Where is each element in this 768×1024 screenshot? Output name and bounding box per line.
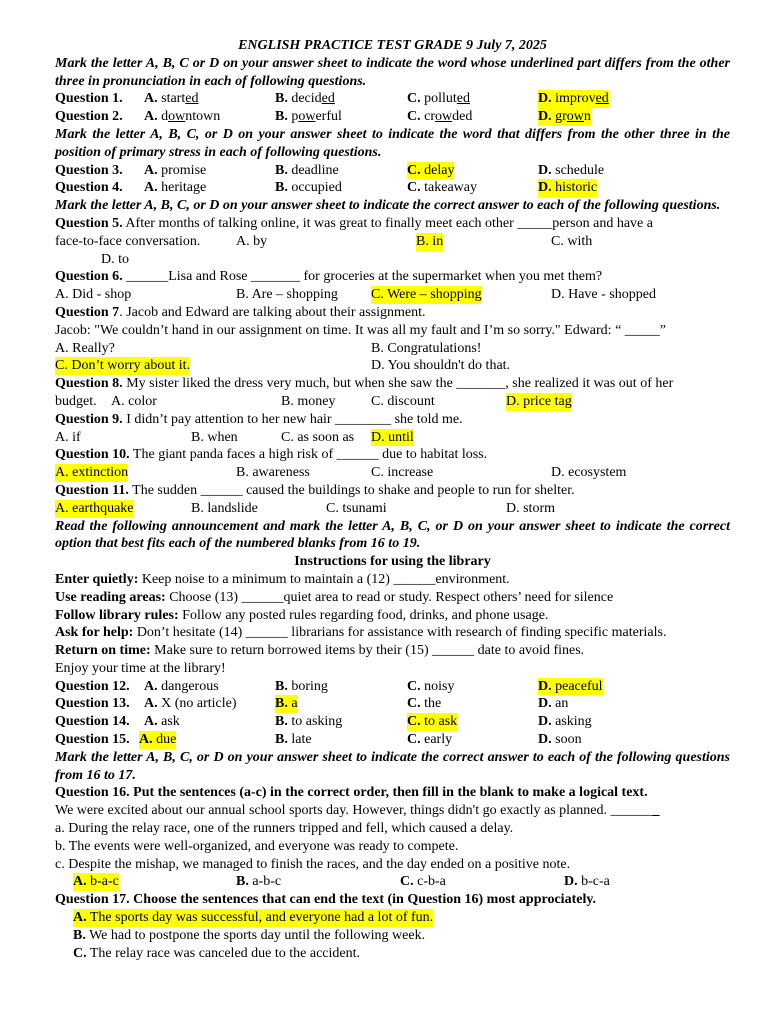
option-b: B. Are – shopping <box>236 287 338 303</box>
option-b: B. to asking <box>275 714 343 730</box>
question-label: Question 15. <box>55 732 130 748</box>
option-d-answer: D. until <box>371 429 414 445</box>
notice-rule-5: Return on time: Make sure to return borrowed items by their (15) ______ date to avoid fines. <box>55 643 585 659</box>
instruction-stress: Mark the letter A, B, C, or D on your answer sheet to indicate the word that differs from the other three in the position of primary stress in each of following questions. <box>55 126 730 160</box>
option-c-answer: C. Don’t worry about it. <box>55 358 191 374</box>
question-17: Question 17. Choose the sentences that can end the text (in Question 16) most approciately. <box>55 892 597 908</box>
question-17-option-b <box>55 927 730 945</box>
option-d: D. ecosystem <box>551 465 627 481</box>
option-a-answer: A. b-a-c <box>73 874 119 890</box>
notice-heading: Instructions for using the library <box>294 554 491 570</box>
option-c-answer: C. delay <box>407 162 455 178</box>
question-9-options <box>55 429 730 447</box>
notice-rule-4: Ask for help: Don’t hesitate (14) ______ librarians for assistance with research of finding specific materials. <box>55 625 667 641</box>
instruction-pronunciation: Mark the letter A, B, C or D on your answer sheet to indicate the word whose underlined part differs from the other three in pronunciation in each of following questions. <box>55 55 730 89</box>
question-5-options: face-to-face conversation. A. by B. in C. with <box>55 233 593 249</box>
question-15 <box>55 731 730 749</box>
instruction-announcement: Read the following announcement and mark the letter A, B, C, or D on your answer sheet to indicate the correct option that best fits each of the numbered blanks from 16 to 19. <box>55 518 730 552</box>
option-b: B. a-b-c <box>236 874 282 890</box>
option-c-answer: C. to ask <box>407 714 458 730</box>
notice-closing: Enjoy your time at the library! <box>55 660 226 676</box>
question-label: Question 3. <box>55 162 123 178</box>
option-a: A. dangerous <box>144 678 219 694</box>
question-16: Question 16. Put the sentences (a-c) in the correct order, then fill in the blank to make a logical text. <box>55 785 648 801</box>
question-label: Question 4. <box>55 180 123 196</box>
option-c: C. early <box>407 732 453 748</box>
option-c: C. crowded <box>407 109 473 125</box>
question-10-options <box>55 464 730 482</box>
option-a: A. Did - shop <box>55 287 132 303</box>
question-17-option-c <box>55 945 730 963</box>
question-7-options-cd <box>55 357 730 375</box>
option-d: D. Have - shopped <box>551 287 656 303</box>
option-a: A. promise <box>144 162 207 178</box>
option-c: C. discount <box>371 393 435 409</box>
option-c: C. with <box>551 233 593 249</box>
question-11: Question 11. The sudden ______ caused the buildings to shake and people to run for shelter. <box>55 482 575 498</box>
question-7-dialog: Jacob: "We couldn’t hand in our assignment on time. It was all my fault and I’m so sorry." Edward: “ _____” <box>55 322 667 338</box>
sentence-b: b. The events were well-organized, and everyone was ready to compete. <box>55 838 459 854</box>
option-c: C. the <box>407 696 442 712</box>
option-d-answer: D. price tag <box>506 393 572 409</box>
instruction-16-17: Mark the letter A, B, C, or D on your answer sheet to indicate the correct answer to each of the following questions from 16 to 17. <box>55 749 730 783</box>
option-b: B. Congratulations! <box>371 340 482 356</box>
option-b: B. deadline <box>275 162 339 178</box>
notice-rule-3: Follow library rules: Follow any posted rules regarding food, drinks, and phone usage. <box>55 607 549 623</box>
notice-rule-2: Use reading areas: Choose (13) ______quiet area to read or study. Respect others’ need for silence <box>55 589 614 605</box>
option-c: C. c-b-a <box>400 874 446 890</box>
question-16-options <box>55 873 730 891</box>
option-d: D. You shouldn't do that. <box>371 358 511 374</box>
question-4 <box>55 179 730 197</box>
option-b: B. We had to postpone the sports day until the following week. <box>73 927 426 943</box>
option-d: D. asking <box>538 714 592 730</box>
question-6-options <box>55 286 730 304</box>
question-label: Question 2. <box>55 109 123 125</box>
option-a: A. by <box>236 233 268 249</box>
sentence-c: c. Despite the mishap, we managed to finish the races, and the day ended on a positive note. <box>55 856 571 872</box>
question-label: Question 12. <box>55 678 130 694</box>
option-b: B. powerful <box>275 109 342 125</box>
option-d: D. b-c-a <box>564 874 610 890</box>
question-7-options-ab <box>55 340 730 358</box>
question-13 <box>55 695 730 713</box>
page-title: ENGLISH PRACTICE TEST GRADE 9 July 7, 2025 <box>238 38 547 53</box>
option-a: A. ask <box>144 714 180 730</box>
question-label: Question 1. <box>55 91 123 107</box>
option-b: B. late <box>275 732 312 748</box>
question-14 <box>55 713 730 731</box>
option-c: C. polluted <box>407 91 471 107</box>
question-12 <box>55 678 730 696</box>
question-3 <box>55 162 730 180</box>
option-d-answer: D. grown <box>538 109 591 125</box>
option-b: B. awareness <box>236 465 310 481</box>
option-c: C. takeaway <box>407 180 477 196</box>
option-c: C. The relay race was canceled due to the accident. <box>73 945 360 961</box>
option-d-answer: D. historic <box>538 180 598 196</box>
sentence-a: a. During the relay race, one of the runners tripped and fell, which caused a delay. <box>55 821 514 837</box>
option-a: A. color <box>111 393 157 409</box>
option-d: D. to <box>101 251 129 267</box>
option-a: A. downtown <box>144 109 221 125</box>
test-page <box>55 37 730 962</box>
option-b: B. landslide <box>191 500 258 516</box>
option-a-answer: A. earthquake <box>55 500 134 516</box>
option-d: D. storm <box>506 500 555 516</box>
option-c: C. as soon as <box>281 429 355 445</box>
question-17-option-a <box>55 909 730 927</box>
option-b: B. decided <box>275 91 335 107</box>
option-a: A. started <box>144 91 199 107</box>
option-d-answer: D. improved <box>538 91 609 107</box>
question-5-option-d <box>55 251 730 269</box>
question-11-options <box>55 500 730 518</box>
option-a: A. heritage <box>144 180 207 196</box>
question-label: Question 14. <box>55 714 130 730</box>
option-a-answer: A. The sports day was successful, and everyone had a lot of fun. <box>73 910 434 926</box>
option-b-answer: B. in <box>416 233 444 249</box>
instruction-correct-answer: Mark the letter A, B, C, or D on your answer sheet to indicate the correct answer to each of the following questions. <box>55 198 721 214</box>
option-c: C. increase <box>371 465 434 481</box>
option-b: B. money <box>281 393 336 409</box>
option-b: B. boring <box>275 678 328 694</box>
option-d: D. schedule <box>538 162 605 178</box>
question-8-options: budget. A. color B. money C. discount D. price tag <box>55 393 572 409</box>
option-a: A. Really? <box>55 340 115 356</box>
question-16-intro: We were excited about our annual school sports day. However, things didn't go exactly as planned. _______ <box>55 803 660 819</box>
question-2 <box>55 108 730 126</box>
option-b: B. when <box>191 429 238 445</box>
option-d: D. soon <box>538 732 582 748</box>
option-a-answer: A. due <box>139 732 177 748</box>
option-a-answer: A. extinction <box>55 465 129 481</box>
option-a: A. X (no article) <box>144 696 237 712</box>
question-7: Question 7. Jacob and Edward are talking about their assignment. <box>55 304 426 320</box>
question-label: Question 13. <box>55 696 130 712</box>
option-a: A. if <box>55 429 81 445</box>
option-c: C. tsunami <box>326 500 387 516</box>
option-d: D. an <box>538 696 569 712</box>
option-c: C. noisy <box>407 678 455 694</box>
question-10: Question 10. The giant panda faces a high risk of ______ due to habitat loss. <box>55 447 488 463</box>
question-6: Question 6. ______Lisa and Rose _______ for groceries at the supermarket when you met them? <box>55 269 603 285</box>
option-d-answer: D. peaceful <box>538 678 603 694</box>
question-9: Question 9. I didn’t pay attention to her new hair ________ she told me. <box>55 411 463 427</box>
option-c-answer: C. Were – shopping <box>371 287 482 303</box>
question-5: Question 5. After months of talking online, it was great to finally meet each other _____person and have a <box>55 215 653 231</box>
question-1 <box>55 90 730 108</box>
option-b-answer: B. a <box>275 696 298 712</box>
question-8: Question 8. My sister liked the dress very much, but when she saw the _______, she realized it was out of her <box>55 376 674 392</box>
notice-rule-1: Enter quietly: Keep noise to a minimum to maintain a (12) ______environment. <box>55 571 510 587</box>
option-b: B. occupied <box>275 180 342 196</box>
